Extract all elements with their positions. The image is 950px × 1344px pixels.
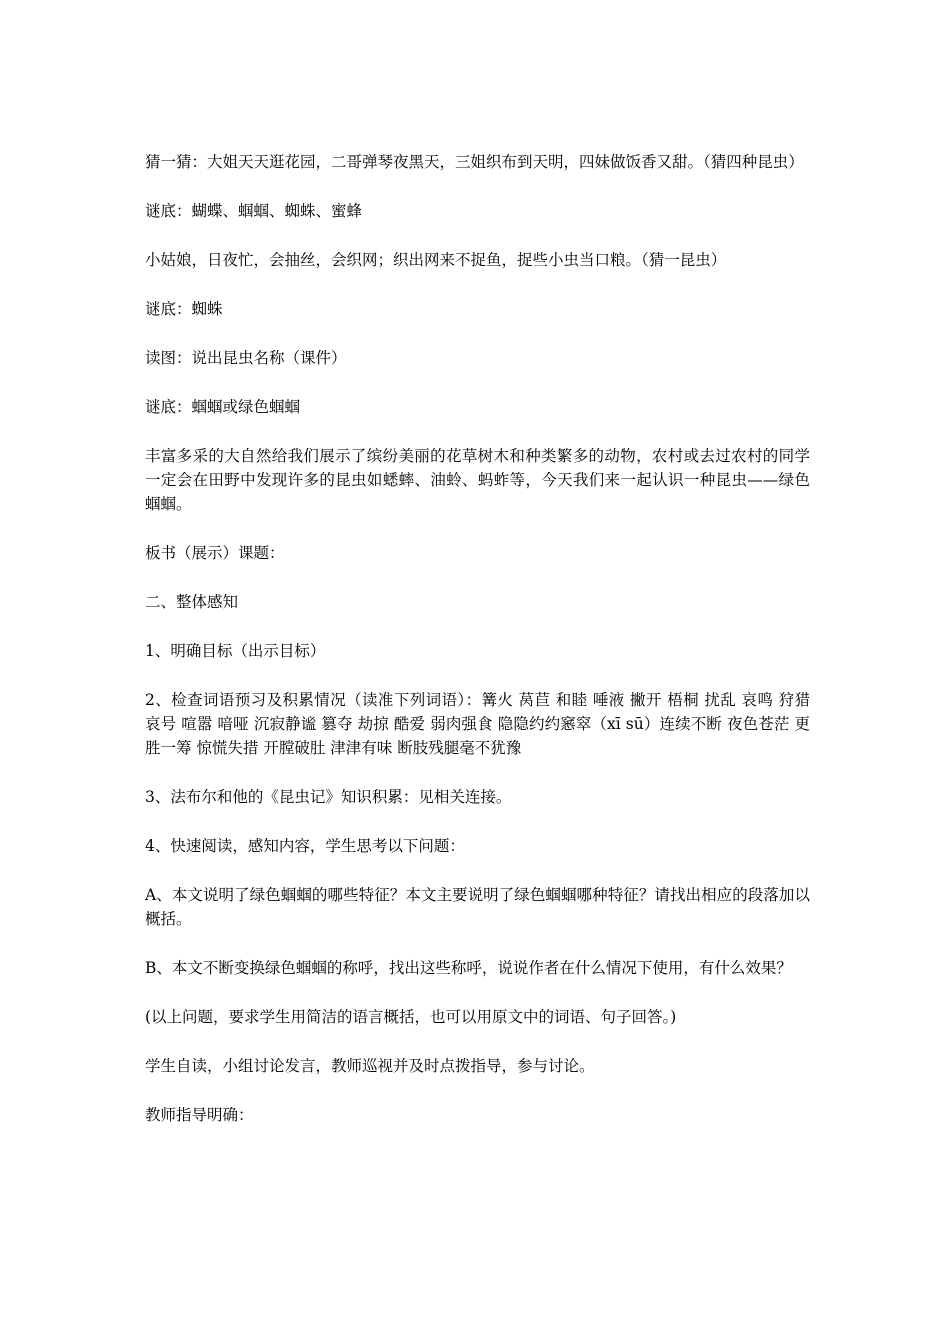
riddle-four-insects: 猜一猜：大姐天天逛花园，二哥弹琴夜黑天，三姐织布到天明，四妹做饭香又甜。（猜四种昆虫） xyxy=(145,153,804,171)
lesson-introduction: 丰富多采的大自然给我们展示了缤纷美丽的花草树木和种类繁多的动物，农村或去过农村的同学一定会在田野中发现许多的昆虫如蟋蟀、油蛉、蚂蚱等，今天我们来一起认识一种昆虫——绿色蝈蝈。 xyxy=(145,447,810,513)
step-2-vocabulary: 2、检查词语预习及积累情况（读准下列词语）：篝火 莴苣 和睦 唾液 撇开 梧桐 扰乱 哀鸣 狩猎 哀号 喧嚣 喑哑 沉寂静谧 篡夺 劫掠 酷爱 弱肉强食 隐隐约约窸窣（xī sū）连续不断 夜色苍茫 更胜一筹 惊慌失措 开膛破肚 津津有味 断肢残腿毫不犹豫 xyxy=(145,691,810,757)
riddle-answer-four-insects: 谜底：蝴蝶、蝈蝈、蜘蛛、蜜蜂 xyxy=(145,202,363,220)
question-b: B、本文不断变换绿色蝈蝈的称呼，找出这些称呼，说说作者在什么情况下使用，有什么效果？ xyxy=(145,959,792,977)
answer-requirement-note: (以上问题，要求学生用简洁的语言概括，也可以用原文中的词语、句子回答。) xyxy=(145,1008,677,1026)
section-heading-overall-perception: 二、整体感知 xyxy=(145,593,239,611)
teacher-guidance: 教师指导明确： xyxy=(145,1106,254,1124)
student-activity: 学生自读，小组讨论发言，教师巡视并及时点拨指导，参与讨论。 xyxy=(145,1057,595,1075)
riddle-spider: 小姑娘，日夜忙，会抽丝，会织网；织出网来不捉鱼，捉些小虫当口粮。（猜一昆虫） xyxy=(145,251,727,269)
step-3-fabre-knowledge: 3、法布尔和他的《昆虫记》知识积累：见相关连接。 xyxy=(145,788,512,806)
question-a: A、本文说明了绿色蝈蝈的哪些特征？本文主要说明了绿色蝈蝈哪种特征？请找出相应的段落加以概括。 xyxy=(145,886,810,928)
document-body xyxy=(145,150,810,1152)
step-4-quick-reading: 4、快速阅读，感知内容，学生思考以下问题： xyxy=(145,837,465,855)
picture-answer: 谜底：蝈蝈或绿色蝈蝈 xyxy=(145,398,301,416)
riddle-answer-spider: 谜底：蜘蛛 xyxy=(145,300,223,318)
step-1-goals: 1、明确目标（出示目标） xyxy=(145,642,326,660)
board-title-note: 板书（展示）课题： xyxy=(145,544,285,562)
picture-reading-task: 读图：说出昆虫名称（课件） xyxy=(145,349,347,367)
